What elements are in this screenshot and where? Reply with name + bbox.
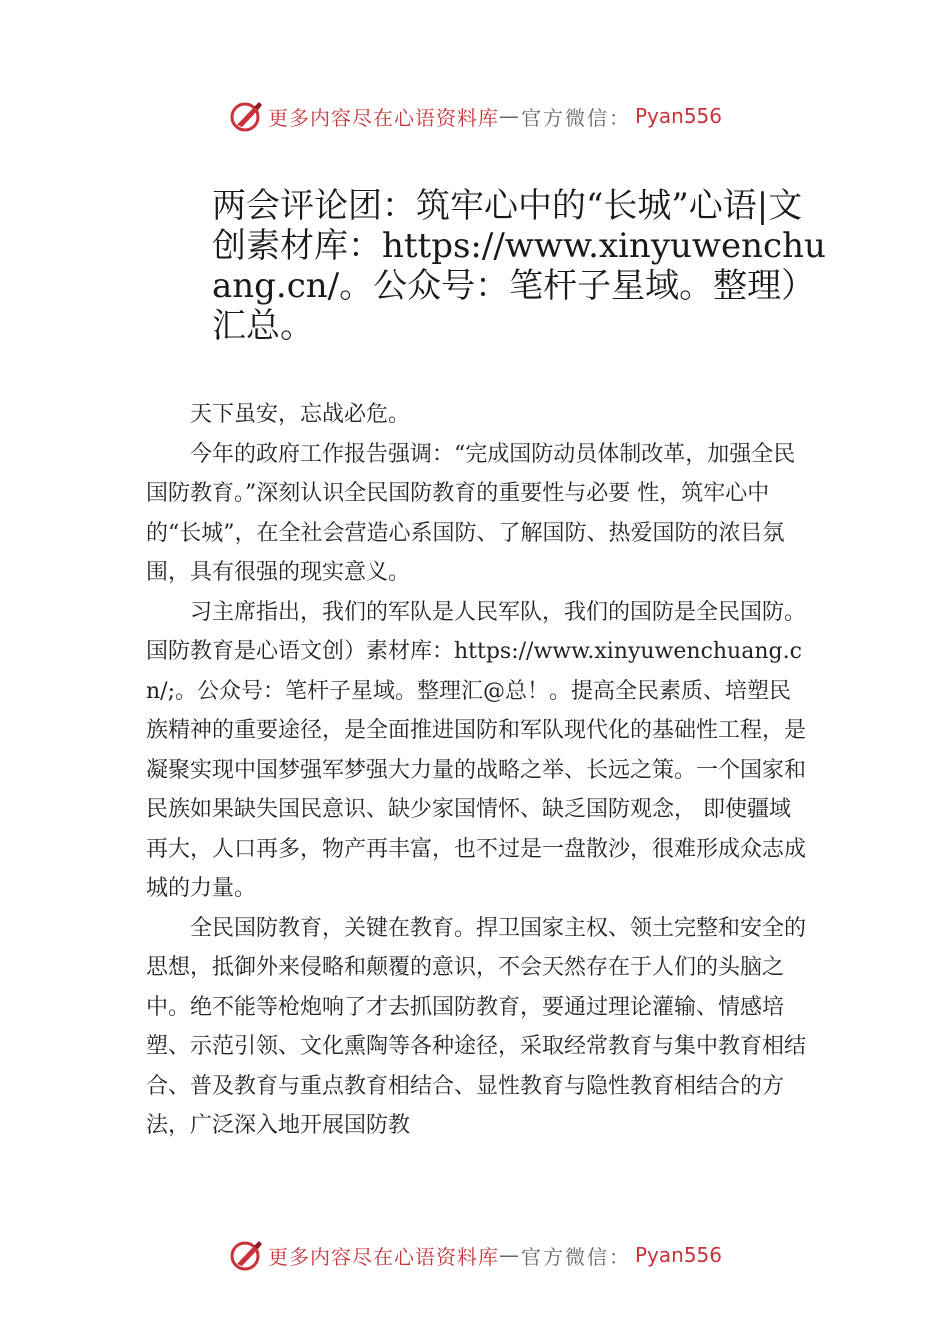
banner-text: 更多内容尽在心语资料库 bbox=[267, 105, 499, 130]
pen-logo-icon bbox=[228, 98, 264, 134]
banner-wechat-label: 官方微信： bbox=[520, 105, 631, 130]
paragraph: 天下虽安，忘战必危。 bbox=[190, 402, 411, 427]
banner-wechat-label: 官方微信： bbox=[520, 1244, 631, 1269]
banner-dash: — bbox=[498, 104, 521, 128]
document-title: 两会评论团：筑牢心中的“长城”心语|文创素材库：https://www.xinyuwenchuang.cn/。公众号：笔杆子星域。整理）汇总。 bbox=[212, 186, 826, 346]
banner-text: 更多内容尽在心语资料库 bbox=[267, 1244, 499, 1269]
banner-dash: — bbox=[498, 1243, 521, 1267]
banner-wechat-id: Pyan556 bbox=[634, 1243, 722, 1267]
header-banner bbox=[0, 96, 950, 136]
pen-logo-icon bbox=[228, 1237, 264, 1273]
banner-wechat-id: Pyan556 bbox=[634, 104, 722, 128]
paragraph: 习主席指出，我们的军队是人民军队，我们的国防是全民国防。国防教育是心语文创）素材库：https://www.xinyuwenchuang.cn/;。公众号：笔杆子星域。整理汇@总！。提高全民素质、培塑民族精神的重要途径，是全面推进国防和军队现代化的基础性工程，是凝聚实现中国梦强军梦强大力量的战略之举、长远之策。一个国家和民族如果缺失国民意识、缺少家国情怀、缺乏国防观念， 即使疆域再大，人口再多，物产再丰富，也不过是一盘散沙，很难形成众志成城的力量。 bbox=[146, 599, 807, 901]
document-body bbox=[146, 395, 812, 1146]
footer-banner bbox=[0, 1235, 950, 1275]
paragraph: 全民国防教育，关键在教育。捍卫国家主权、领土完整和安全的思想，抵御外来侵略和颠覆的意识，不会天然存在于人们的头脑之中。绝不能等枪炮响了才去抓国防教育，要通过理论灌输、情感培塑、示范引领、文化熏陶等各种途径，采取经常教育与集中教育相结合、普及教育与重点教育相结合、显性教育与隐性教育相结合的方法，广泛深入地开展国防教 bbox=[146, 915, 807, 1138]
paragraph: 今年的政府工作报告强调：“完成国防动员体制改革，加强全民国防教育。”深刻认识全民国防教育的重要性与必要 性，筑牢心中的“长城”，在全社会营造心系国防、了解国防、热爱国防的浓㠯氛围，具有很强的现实意义。 bbox=[146, 441, 796, 585]
